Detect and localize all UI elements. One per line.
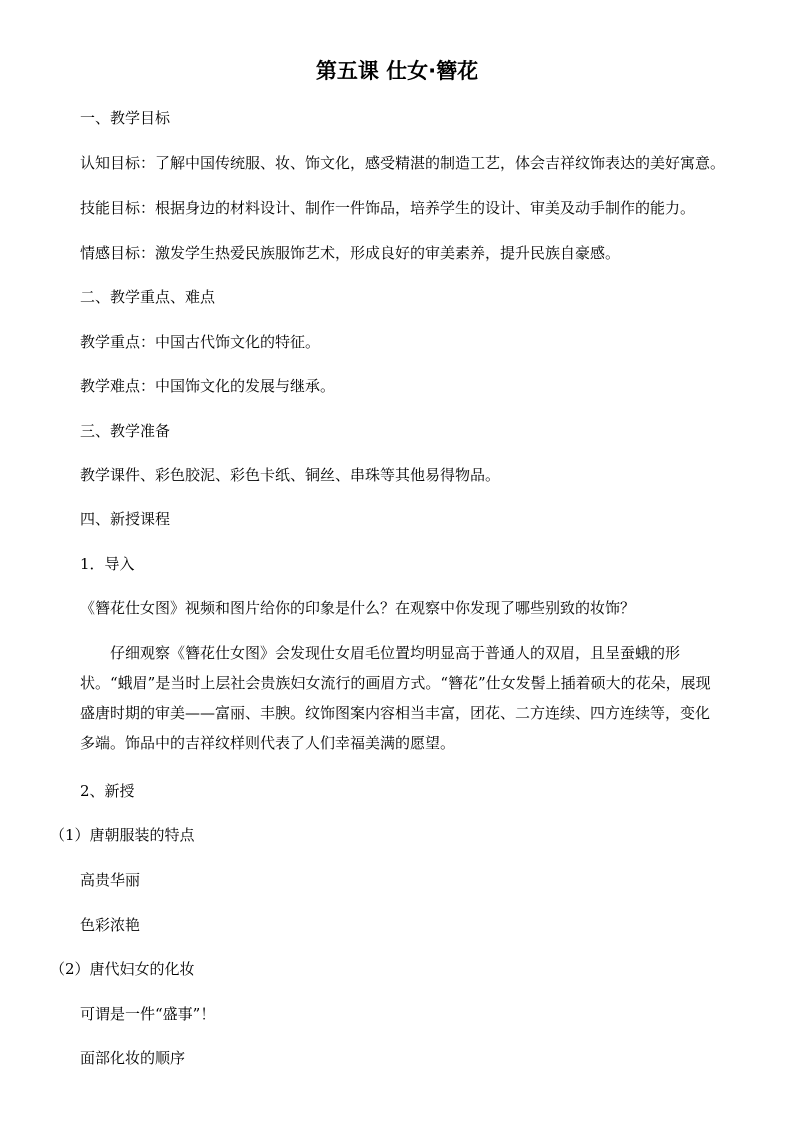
- subheading-new-teaching: 2、新授: [80, 782, 135, 800]
- heading-key-points: 二、教学重点、难点: [80, 288, 216, 306]
- heading-preparation: 三、教学准备: [80, 422, 171, 440]
- difficult-point: 教学难点：中国饰文化的发展与继承。: [80, 377, 336, 395]
- heading-teaching-goals: 一、教学目标: [80, 109, 171, 127]
- clothing-trait-2: 色彩浓艳: [80, 916, 141, 934]
- subheading-intro: 1．导入: [80, 555, 135, 573]
- subheading-tang-makeup: （2）唐代妇女的化妆: [50, 960, 195, 978]
- preparation-materials: 教学课件、彩色胶泥、彩色卡纸、铜丝、串珠等其他易得物品。: [80, 466, 501, 484]
- goal-emotional: 情感目标：激发学生热爱民族服饰艺术，形成良好的审美素养，提升民族自豪感。: [80, 244, 621, 262]
- clothing-trait-1: 高贵华丽: [80, 871, 141, 889]
- heading-new-lesson: 四、新授课程: [80, 510, 171, 528]
- makeup-order: 面部化妆的顺序: [80, 1049, 186, 1067]
- goal-cognitive: 认知目标：了解中国传统服、妆、饰文化，感受精湛的制造工艺，体会吉祥纹饰表达的美好寓意。: [80, 154, 726, 172]
- goal-skill: 技能目标：根据身边的材料设计、制作一件饰品，培养学生的设计、审美及动手制作的能力。: [80, 199, 696, 217]
- key-point: 教学重点：中国古代饰文化的特征。: [80, 333, 321, 351]
- subheading-tang-clothing: （1）唐朝服装的特点: [50, 826, 195, 844]
- lesson-title: 第五课 仕女·簪花: [315, 59, 479, 83]
- intro-question: 《簪花仕女图》视频和图片给你的印象是什么？在观察中你发现了哪些别致的妆饰？: [80, 599, 636, 617]
- makeup-note: 可谓是一件“盛事”！: [80, 1005, 216, 1023]
- observation-paragraph: 仔细观察《簪花仕女图》会发现仕女眉毛位置均明显高于普通人的双眉，且呈蚕蛾的形状。“蛾眉”是当时上层社会贵族妇女流行的画眉方式。“簪花”仕女发髻上插着硕大的花朵，展现盛唐时期的审美——富丽、丰腴。纹饰图案内容相当丰富，团花、二方连续、四方连续等，变化多端。饰品中的吉祥纹样则代表了人们幸福美满的愿望。: [80, 644, 711, 752]
